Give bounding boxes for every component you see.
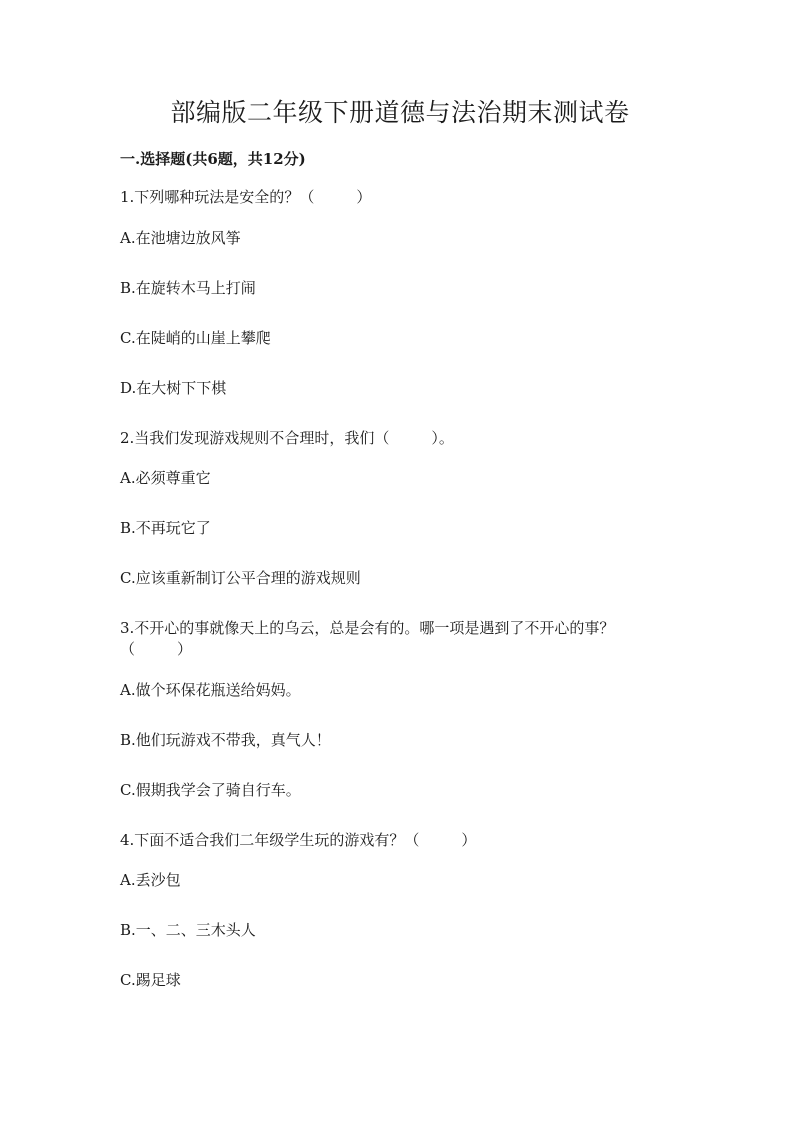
question-1-option-c: C.在陡峭的山崖上攀爬 [120,329,271,347]
question-4-prompt: 4.下面不适合我们二年级学生玩的游戏有？（ [120,831,420,849]
page-title: 部编版二年级下册道德与法治期末测试卷 [170,98,630,127]
question-3-continuation [120,638,680,660]
question-1-option-d: D.在大树下下棋 [120,379,227,397]
question-1-close: ） [356,188,372,206]
question-4-close: ） [461,831,477,849]
section-heading: 一.选择题(共6题，共12分) [120,150,306,168]
question-4-option-b: B.一、二、三木头人 [120,921,256,939]
question-3-option-a: A.做个环保花瓶送给妈妈。 [120,681,301,699]
question-3-close: ） [177,640,193,658]
question-2-option-c: C.应该重新制订公平合理的游戏规则 [120,569,361,587]
question-2 [120,427,680,449]
question-3: 3.不开心的事就像天上的乌云，总是会有的。哪一项是遇到了不开心的事？ [120,619,615,637]
question-4-option-c: C.踢足球 [120,971,181,989]
question-4 [120,829,680,851]
question-2-option-a: A.必须尊重它 [120,469,211,487]
question-2-prompt: 2.当我们发现游戏规则不合理时，我们（ [120,429,390,447]
question-4-option-a: A.丢沙包 [120,871,181,889]
question-1-prompt: 1.下列哪种玩法是安全的？（ [120,188,315,206]
question-2-close: ）。 [431,429,454,447]
question-1-option-a: A.在池塘边放风筝 [120,229,241,247]
question-1-option-b: B.在旋转木马上打闹 [120,279,256,297]
question-1 [120,186,680,208]
question-3-option-b: B.他们玩游戏不带我，真气人！ [120,731,331,749]
question-3-open: （ [120,640,136,658]
question-3-option-c: C.假期我学会了骑自行车。 [120,781,301,799]
question-2-option-b: B.不再玩它了 [120,519,211,537]
